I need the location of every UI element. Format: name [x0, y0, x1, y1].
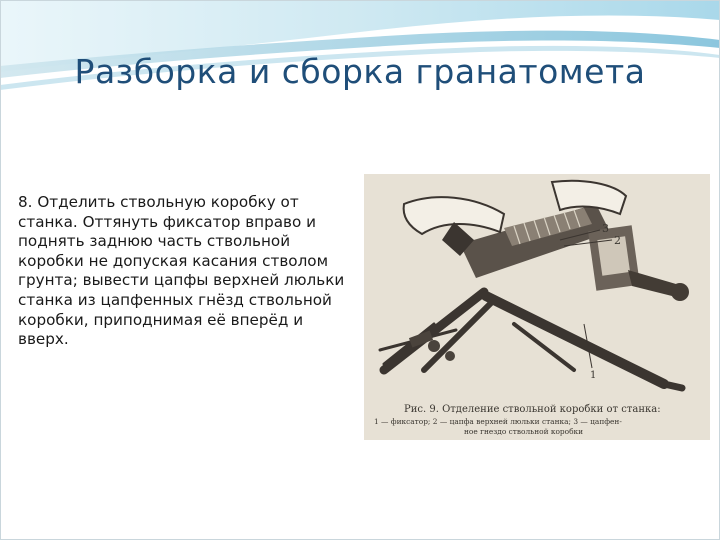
- callout-2: 2: [614, 234, 621, 247]
- figure-caption-title: Рис. 9. Отделение ствольной коробки от станка:: [404, 404, 661, 415]
- illustration-figure: [364, 174, 710, 440]
- grenade-launcher-disassembly-illustration: [364, 174, 710, 440]
- callout-3: 3: [602, 222, 609, 235]
- figure-caption-line-1: 1 — фиксатор; 2 — цапфа верхней люльки станка; 3 — цапфен-: [374, 417, 622, 426]
- slide-title: Разборка и сборка гранатомета: [74, 52, 646, 91]
- figure-caption-line-2: ное гнездо ствольной коробки: [464, 427, 584, 436]
- callout-1: 1: [590, 370, 597, 381]
- instruction-text: 8. Отделить ствольную коробку от станка. Оттянуть фиксатор вправо и поднять заднюю часть ствольной коробки не допуская касания стволом грунта; вывести цапфы верхней люльки станка из цапфенных гнёзд ствольной коробки, приподнимая её вперёд и вверх.: [18, 193, 345, 349]
